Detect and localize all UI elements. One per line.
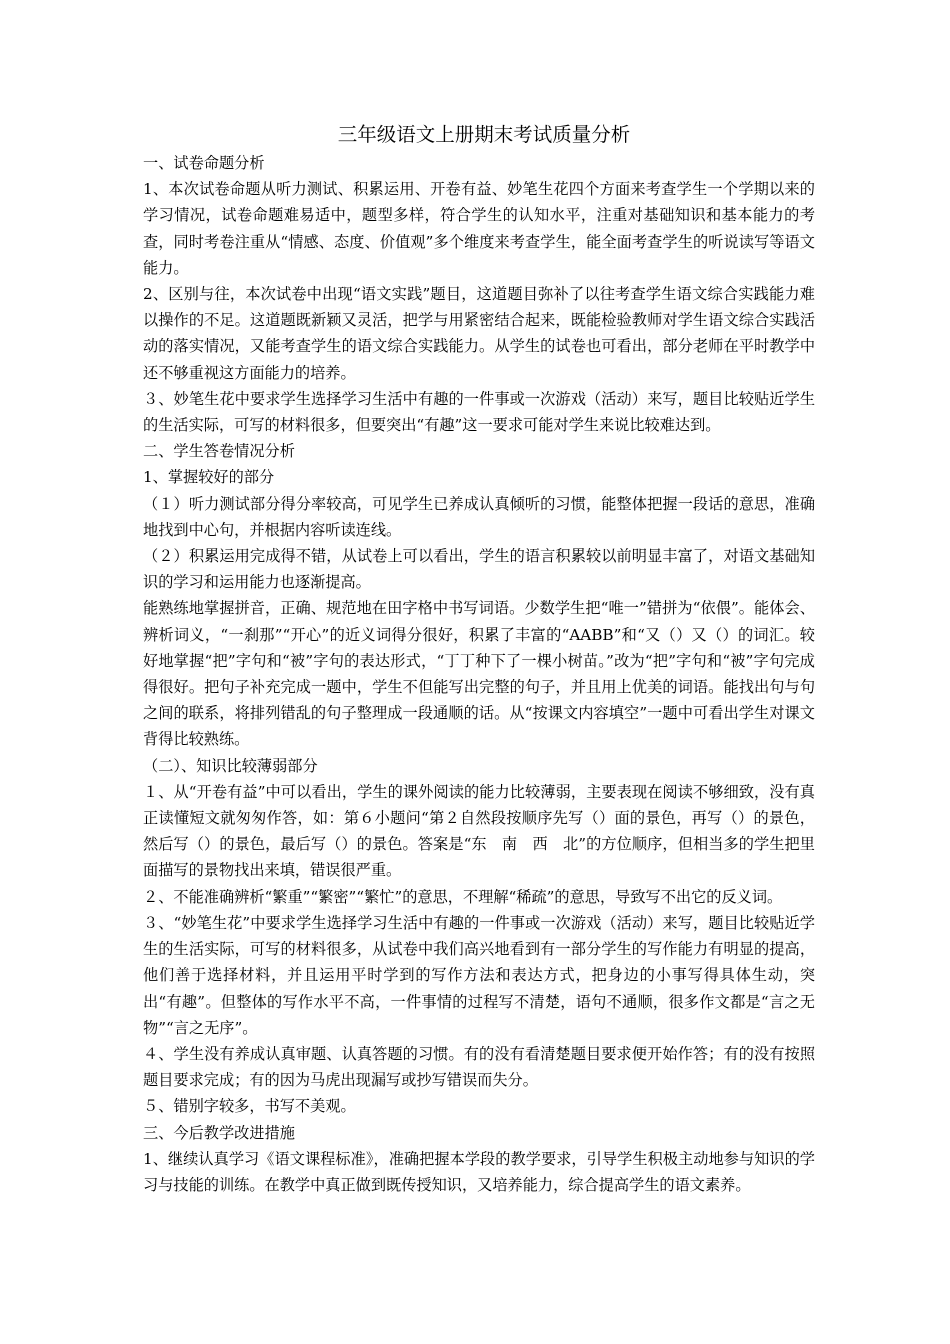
paragraph-2-8: ５、错别字较多，书写不美观。 [143, 1097, 356, 1116]
section-heading-1: 一、试卷命题分析 [143, 154, 265, 172]
section-heading-3: 三、今后教学改进措施 [143, 1123, 295, 1142]
paragraph-1-2: 2、区别与往，本次试卷中出现“语文实践”题目，这道题目弥补了以往考查学生语文综合实践能力难以操作的不足。这道题既新颖又灵活，把学与用紧密结合起来，既能检验教师对学生语文综合实践活动的落实情况，又能考查学生的语文综合实践能力。从学生的试卷也可看出，部分老师在平时教学中还不够重视这方面能力的培养。 [143, 285, 815, 382]
paragraph-1-1: 1、本次试卷命题从听力测试、积累运用、开卷有益、妙笔生花四个方面来考查学生一个学期以来的学习情况，试卷命题难易适中，题型多样，符合学生的认知水平，注重对基础知识和基本能力的考查，同时考卷注重从“情感、态度、价值观”多个维度来考查学生，能全面考查学生的听说读写等语文能力。 [143, 180, 815, 277]
paragraph-2-5: ２、不能准确辨析“繁重”“繁密”“繁忙”的意思，不理解“稀疏”的意思，导致写不出它的反义词。 [143, 887, 783, 906]
paragraph-2-7: ４、学生没有养成认真审题、认真答题的习惯。有的没有看清楚题目要求便开始作答；有的没有按照题目要求完成；有的因为马虎出现漏写或抄写错误而失分。 [143, 1044, 815, 1090]
paragraph-2-6: ３、“妙笔生花”中要求学生选择学习生活中有趣的一件事或一次游戏（活动）来写，题目比较贴近学生的生活实际，可写的材料很多，从试卷中我们高兴地看到有一部分学生的写作能力有明显的提高，他们善于选择材料，并且运用平时学到的写作方法和表达方式，把身边的小事写得具体生动，突出“有趣”。但整体的写作水平不高，一件事情的过程写不清楚，语句不通顺，很多作文都是“言之无物”“言之无序”。 [143, 913, 815, 1037]
paragraph-1-3: ３、妙笔生花中要求学生选择学习生活中有趣的一件事或一次游戏（活动）来写，题目比较贴近学生的生活实际，可写的材料很多，但要突出“有趣”这一要求可能对学生来说比较难达到。 [143, 389, 815, 435]
paragraph-2-4: １、从“开卷有益”中可以看出，学生的课外阅读的能力比较薄弱，主要表现在阅读不够细致，没有真正读懂短文就匆匆作答，如：第６小题问“第２自然段按顺序先写（）面的景色，再写（）的景色，然后写（）的景色，最后写（）的景色。答案是“东 南 西 北”的方位顺序，但相当多的学生把里面描写的景物找出来填，错误很严重。 [143, 782, 815, 880]
subsection-heading-2-1: 1、掌握较好的部分 [143, 468, 275, 487]
paragraph-3-1: 1、继续认真学习《语文课程标准》，准确把握本学段的教学要求，引导学生积极主动地参与知识的学习与技能的训练。在教学中真正做到既传授知识，又培养能力，综合提高学生的语文素养。 [143, 1149, 815, 1194]
paragraph-2-1: （１）听力测试部分得分率较高，可见学生已养成认真倾听的习惯，能整体把握一段话的意思，准确地找到中心句，并根据内容听读连线。 [143, 494, 815, 539]
paragraph-2-2: （２）积累运用完成得不错，从试卷上可以看出，学生的语言积累较以前明显丰富了，对语文基础知识的学习和运用能力也逐渐提高。 [143, 547, 815, 592]
section-heading-2: 二、学生答卷情况分析 [143, 442, 295, 461]
subsection-heading-2-2: （二）、知识比较薄弱部分 [143, 756, 318, 775]
document-title: 三年级语文上册期末考试质量分析 [337, 123, 631, 146]
paragraph-2-3: 能熟练地掌握拼音，正确、规范地在田字格中书写词语。少数学生把“唯一”错拼为“依偎”。能体会、辨析词义，“一刹那”“开心”的近义词得分很好，积累了丰富的“AABB”和“又（）又（）的词汇。较好地掌握“把”字句和“被”字句的表达形式，“丁丁种下了一棵小树苗。”改为“把”字句和“被”字句完成得很好。把句子补充完成一题中，学生不但能写出完整的句子，并且用上优美的词语。能找出句与句之间的联系，将排列错乱的句子整理成一段通顺的话。从“按课文内容填空”一题中可看出学生对课文背得比较熟练。 [143, 599, 815, 749]
document-page [143, 120, 815, 1198]
